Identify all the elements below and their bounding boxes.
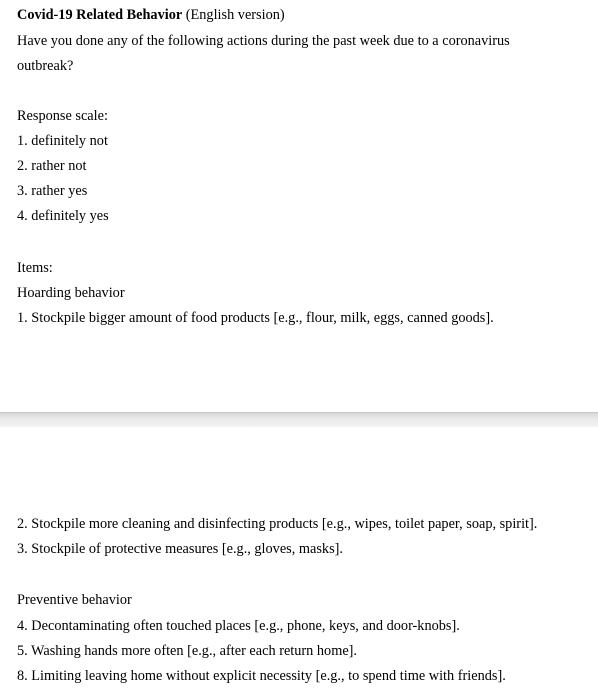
response-scale-label: Response scale: — [17, 108, 108, 124]
page-break-divider — [0, 412, 598, 427]
hoarding-item: 3. Stockpile of protective measures [e.g., gloves, masks]. — [17, 541, 343, 557]
title-bold: Covid-19 Related Behavior — [17, 7, 183, 23]
preventive-item: 8. Limiting leaving home without explicit necessity [e.g., to spend time with friends]. — [17, 668, 506, 684]
document-title — [17, 6, 285, 24]
question-line-1: Have you done any of the following actions during the past week due to a coronavirus — [17, 33, 510, 49]
items-label: Items: — [17, 260, 53, 276]
hoarding-item: 1. Stockpile bigger amount of food products [e.g., flour, milk, eggs, canned goods]. — [17, 310, 494, 326]
scale-item: 2. rather not — [17, 158, 87, 174]
hoarding-section-label: Hoarding behavior — [17, 285, 125, 301]
question-line-2: outbreak? — [17, 58, 74, 74]
title-rest: (English version) — [182, 7, 285, 23]
scale-item: 3. rather yes — [17, 183, 88, 199]
preventive-item: 4. Decontaminating often touched places [e.g., phone, keys, and door-knobs]. — [17, 618, 460, 634]
preventive-section-label: Preventive behavior — [17, 592, 132, 608]
preventive-item: 5. Washing hands more often [e.g., after each return home]. — [17, 643, 357, 659]
hoarding-item: 2. Stockpile more cleaning and disinfecting products [e.g., wipes, toilet paper, soap, spirit]. — [17, 516, 538, 532]
scale-item: 4. definitely yes — [17, 208, 109, 224]
scale-item: 1. definitely not — [17, 133, 108, 149]
